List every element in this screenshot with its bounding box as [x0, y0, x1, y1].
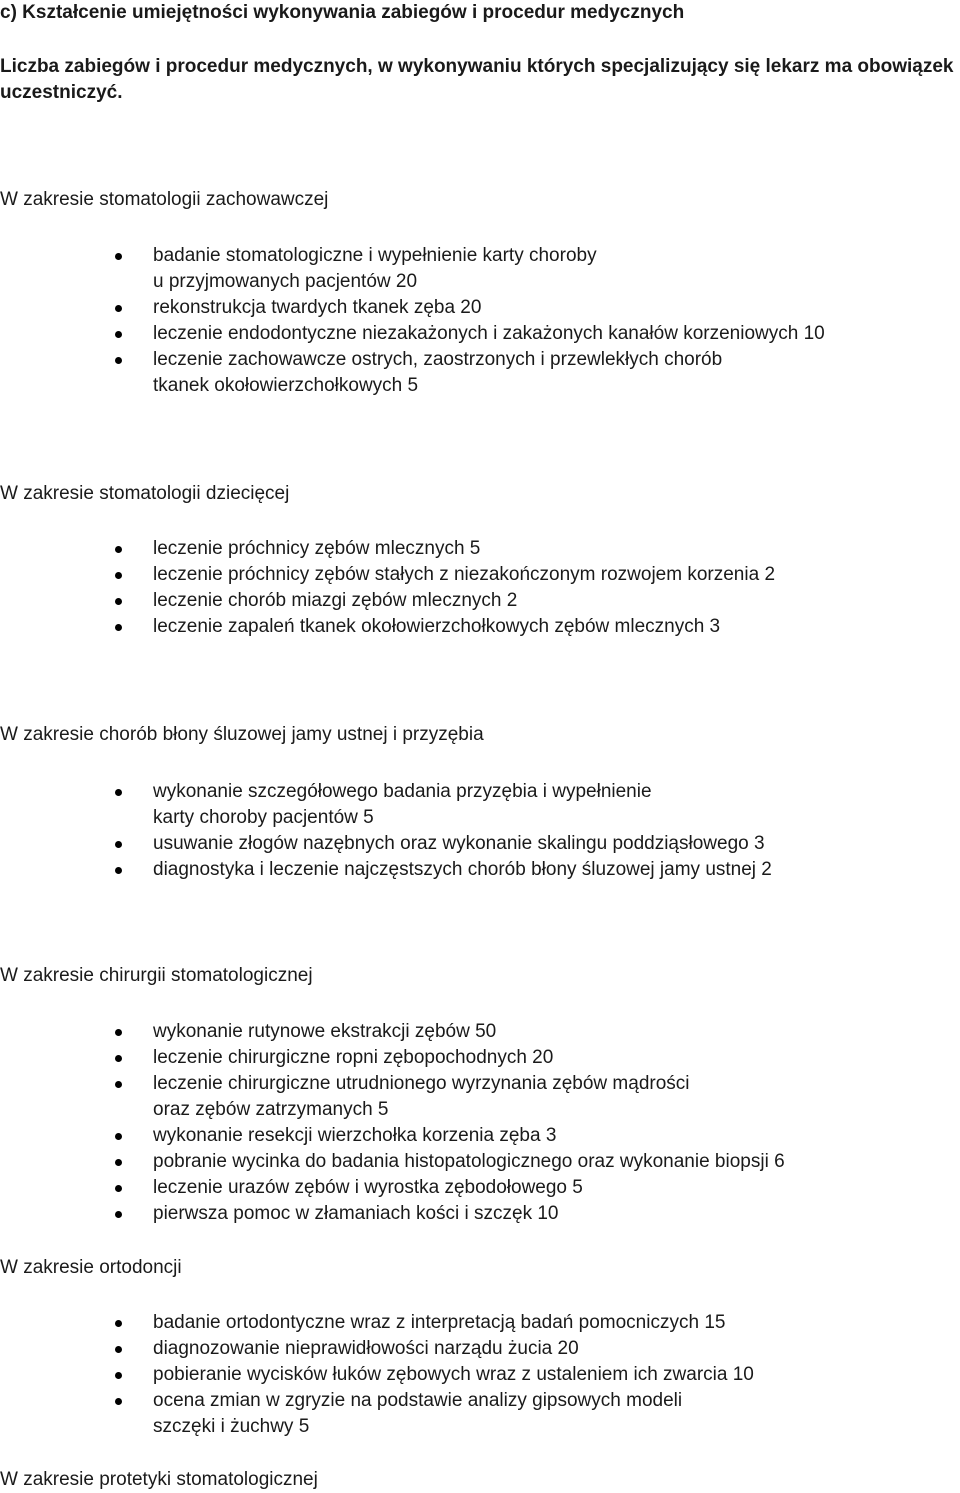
bullet-icon	[115, 1133, 122, 1140]
list-item: wykonanie resekcji wierzchołka korzenia zęba 3	[0, 1123, 785, 1149]
bullet-icon	[115, 1211, 122, 1218]
bullet-icon	[115, 598, 122, 605]
list-item: leczenie chirurgiczne ropni zębopochodnych 20	[0, 1045, 785, 1071]
bullet-icon	[115, 357, 122, 364]
list-item: leczenie chirurgiczne utrudnionego wyrzynania zębów mądrości oraz zębów zatrzymanych 5	[0, 1071, 785, 1123]
list-item: pierwsza pomoc w złamaniach kości i szczęk 10	[0, 1201, 785, 1227]
list-item: diagnostyka i leczenie najczęstszych chorób błony śluzowej jamy ustnej 2	[0, 857, 772, 883]
list-item: leczenie chorób miazgi zębów mlecznych 2	[0, 588, 775, 614]
bullet-icon	[115, 789, 122, 796]
list-item: leczenie próchnicy zębów mlecznych 5	[0, 536, 775, 562]
list-item: badanie stomatologiczne i wypełnienie karty choroby u przyjmowanych pacjentów 20	[0, 243, 825, 295]
list-item: usuwanie złogów nazębnych oraz wykonanie skalingu poddziąsłowego 3	[0, 831, 772, 857]
list-item: wykonanie rutynowe ekstrakcji zębów 50	[0, 1019, 785, 1045]
section-title-choroby-blony-sluzowej: W zakresie chorób błony śluzowej jamy ustnej i przyzębia	[0, 724, 484, 745]
bullet-icon	[115, 1372, 122, 1379]
list-choroby-blony-sluzowej	[0, 779, 772, 883]
list-chirurgia-stomatologiczna	[0, 1019, 785, 1227]
list-ortodoncja	[0, 1310, 754, 1440]
section-title-protetyka-stomatologiczna: W zakresie protetyki stomatologicznej	[0, 1469, 318, 1490]
section-title-stomatologia-dziecieca: W zakresie stomatologii dziecięcej	[0, 483, 290, 504]
bullet-icon	[115, 1320, 122, 1327]
bullet-icon	[115, 867, 122, 874]
bullet-icon	[115, 572, 122, 579]
list-item: leczenie endodontyczne niezakażonych i zakażonych kanałów korzeniowych 10	[0, 321, 825, 347]
page-title: c) Kształcenie umiejętności wykonywania zabiegów i procedur medycznych	[0, 2, 685, 23]
bullet-icon	[115, 1398, 122, 1405]
section-title-chirurgia-stomatologiczna: W zakresie chirurgii stomatologicznej	[0, 965, 313, 986]
list-item: leczenie próchnicy zębów stałych z niezakończonym rozwojem korzenia 2	[0, 562, 775, 588]
list-item: badanie ortodontyczne wraz z interpretacją badań pomocniczych 15	[0, 1310, 754, 1336]
bullet-icon	[115, 1159, 122, 1166]
bullet-icon	[115, 1081, 122, 1088]
list-item: wykonanie szczegółowego badania przyzębia i wypełnienie karty choroby pacjentów 5	[0, 779, 772, 831]
list-item: leczenie zapaleń tkanek okołowierzchołkowych zębów mlecznych 3	[0, 614, 775, 640]
bullet-icon	[115, 624, 122, 631]
bullet-icon	[115, 1346, 122, 1353]
intro-paragraph: Liczba zabiegów i procedur medycznych, w wykonywaniu których specjalizujący się lekarz ma obowiązek uczestniczyć.	[0, 56, 954, 103]
list-item: pobieranie wycisków łuków zębowych wraz z ustaleniem ich zwarcia 10	[0, 1362, 754, 1388]
bullet-icon	[115, 331, 122, 338]
bullet-icon	[115, 546, 122, 553]
list-item: pobranie wycinka do badania histopatologicznego oraz wykonanie biopsji 6	[0, 1149, 785, 1175]
list-item: diagnozowanie nieprawidłowości narządu żucia 20	[0, 1336, 754, 1362]
list-item: leczenie zachowawcze ostrych, zaostrzonych i przewlekłych chorób tkanek okołowierzchołkowych 5	[0, 347, 825, 399]
section-title-stomatologia-zachowawcza: W zakresie stomatologii zachowawczej	[0, 189, 329, 210]
section-title-ortodoncja: W zakresie ortodoncji	[0, 1257, 182, 1278]
list-item: ocena zmian w zgryzie na podstawie analizy gipsowych modeli szczęki i żuchwy 5	[0, 1388, 754, 1440]
bullet-icon	[115, 305, 122, 312]
bullet-icon	[115, 1185, 122, 1192]
bullet-icon	[115, 1029, 122, 1036]
list-item: rekonstrukcja twardych tkanek zęba 20	[0, 295, 825, 321]
bullet-icon	[115, 253, 122, 260]
list-stomatologia-zachowawcza	[0, 243, 825, 399]
bullet-icon	[115, 841, 122, 848]
bullet-icon	[115, 1055, 122, 1062]
list-stomatologia-dziecieca	[0, 536, 775, 640]
list-item: leczenie urazów zębów i wyrostka zębodołowego 5	[0, 1175, 785, 1201]
